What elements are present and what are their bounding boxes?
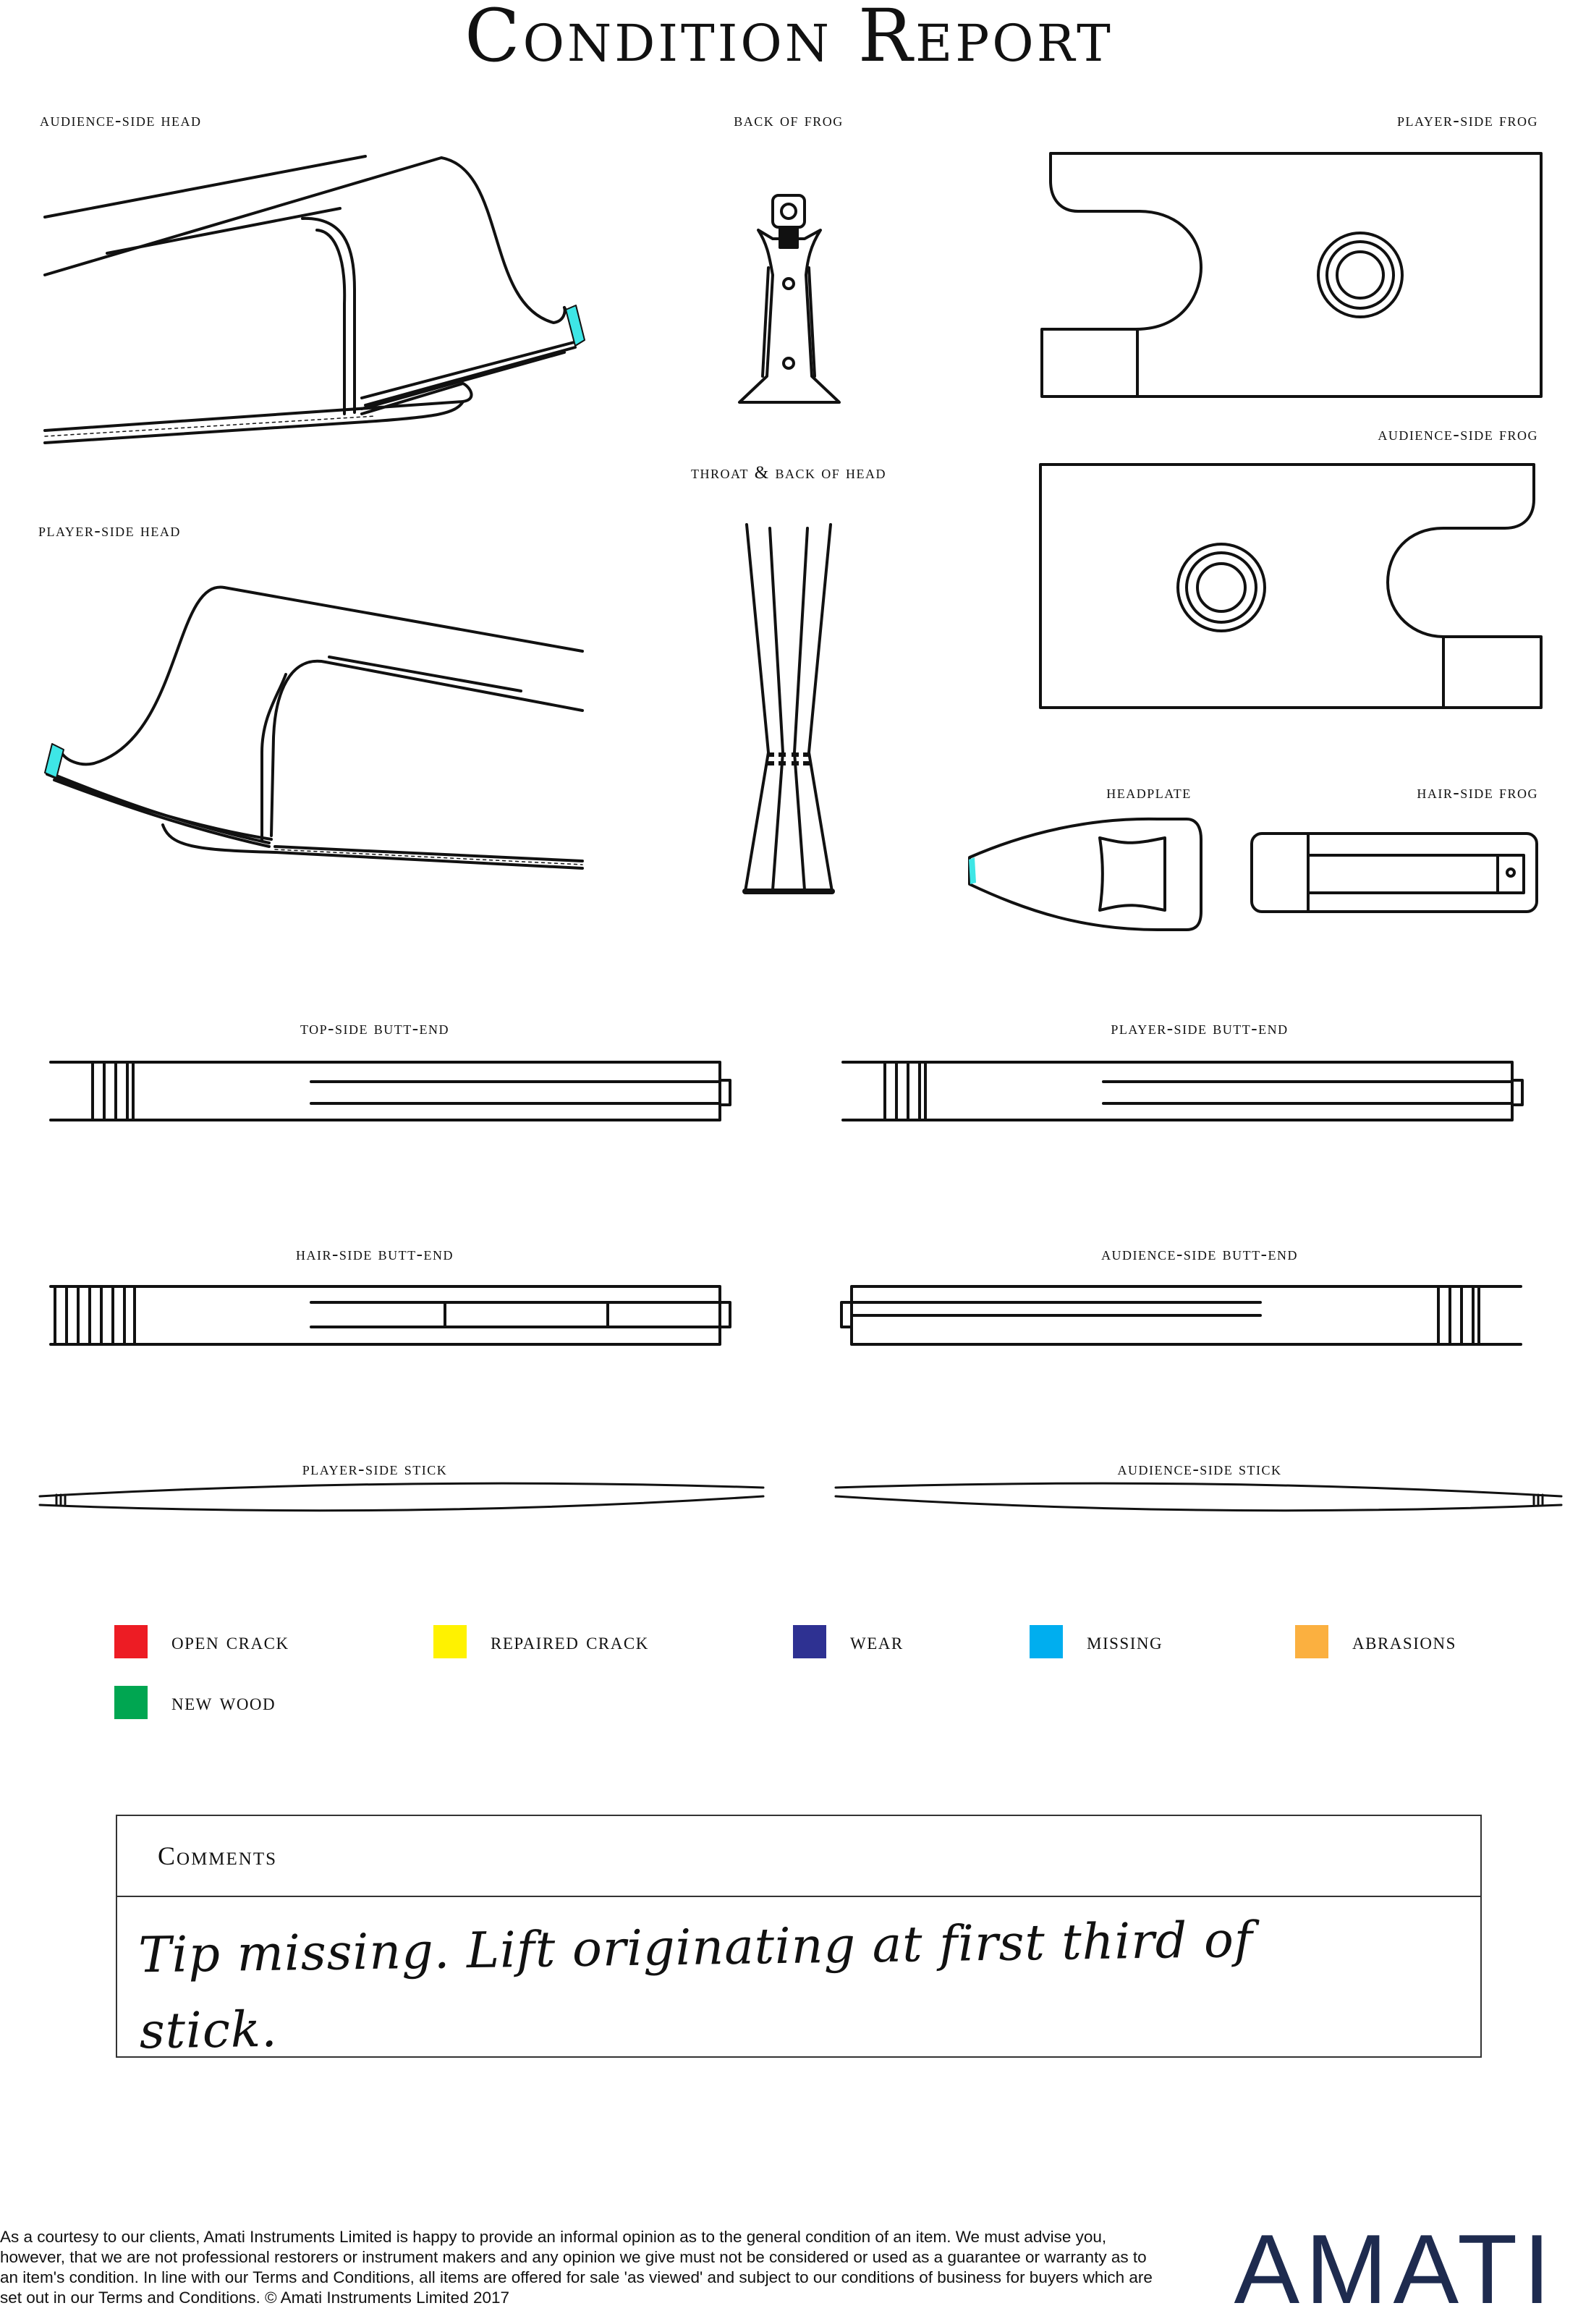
- label-audience-side-frog: audience-side frog: [1378, 425, 1538, 444]
- audience-side-butt-end-drawing: [841, 1286, 1521, 1344]
- legend-item-missing: [1030, 1624, 1163, 1660]
- hair-side-butt-end-drawing: [51, 1286, 730, 1344]
- amati-logo: AMATI: [1234, 2214, 1556, 2324]
- legend-item-wear: [793, 1624, 904, 1660]
- label-audience-side-stick: audience-side stick: [1117, 1459, 1282, 1479]
- label-throat-back-of-head: throat & back of head: [691, 463, 886, 483]
- legend-swatch: [114, 1625, 148, 1658]
- legend-item-new-wood: [114, 1684, 276, 1721]
- legend-swatch: [1295, 1625, 1328, 1658]
- legend-item-repaired-crack: [433, 1624, 649, 1660]
- disclaimer-text: As a courtesy to our clients, Amati Instruments Limited is happy to provide an informal opinion as to the general condition of an item. We must advise you, however, that we are not professional restorers or instrument makers and any opinion we give must not be considered or used as a guarantee or warranty as to an item's condition. In line with our Terms and Conditions, all items are offered for sale 'as viewed' and subject to our conditions of business for buyers which are set out in our Terms and Conditions. © Amati Instruments Limited 2017: [0, 2228, 1153, 2307]
- headplate-drawing: [969, 819, 1201, 930]
- legend-swatch: [433, 1625, 467, 1658]
- page-title: Condition Report: [465, 0, 1113, 78]
- legend-label: new wood: [171, 1689, 276, 1716]
- player-side-frog-drawing: [1042, 153, 1541, 396]
- player-side-head-drawing: [45, 588, 582, 868]
- player-side-stick-drawing: [40, 1483, 763, 1511]
- label-hair-side-frog: hair-side frog: [1417, 783, 1538, 802]
- label-top-side-butt-end: top-side butt-end: [300, 1019, 450, 1038]
- label-audience-side-head: audience-side head: [40, 111, 202, 130]
- audience-side-frog-drawing: [1040, 465, 1541, 708]
- audience-side-head-drawing: [45, 156, 585, 443]
- label-player-side-butt-end: player-side butt-end: [1111, 1019, 1289, 1038]
- missing-tip-mark: [566, 305, 585, 346]
- legend-swatch: [793, 1625, 826, 1658]
- legend-label: open crack: [171, 1628, 289, 1655]
- legend-swatch: [114, 1686, 148, 1719]
- comments-heading: Comments: [117, 1816, 1480, 1897]
- legend-item-open-crack: [114, 1624, 289, 1660]
- label-player-side-stick: player-side stick: [302, 1459, 448, 1479]
- legend-label: abrasions: [1352, 1628, 1456, 1655]
- audience-side-stick-drawing: [836, 1483, 1561, 1511]
- comments-line-2: stick.: [139, 2001, 279, 2061]
- comments-text: [138, 1900, 1428, 2070]
- missing-tip-mark-player: [45, 744, 64, 778]
- label-headplate: headplate: [1106, 783, 1192, 802]
- legend-swatch: [1030, 1625, 1063, 1658]
- label-player-side-frog: player-side frog: [1397, 111, 1538, 130]
- legend-label: repaired crack: [491, 1628, 649, 1655]
- top-side-butt-end-drawing: [51, 1062, 730, 1120]
- hair-side-frog-drawing: [1252, 834, 1537, 912]
- comments-line-1: Tip missing. Lift originating at first third of: [137, 1911, 1254, 1985]
- label-player-side-head: player-side head: [38, 521, 181, 540]
- back-of-frog-drawing: [739, 195, 839, 402]
- label-hair-side-butt-end: hair-side butt-end: [296, 1244, 454, 1264]
- legend-item-abrasions: [1295, 1624, 1456, 1660]
- label-audience-side-butt-end: audience-side butt-end: [1101, 1244, 1298, 1264]
- legend-label: missing: [1087, 1628, 1163, 1655]
- label-back-of-frog: back of frog: [734, 111, 844, 130]
- legend-label: wear: [850, 1628, 904, 1655]
- comments-box: [116, 1815, 1482, 2061]
- throat-back-of-head-drawing: [745, 525, 832, 891]
- player-side-butt-end-drawing: [843, 1062, 1522, 1120]
